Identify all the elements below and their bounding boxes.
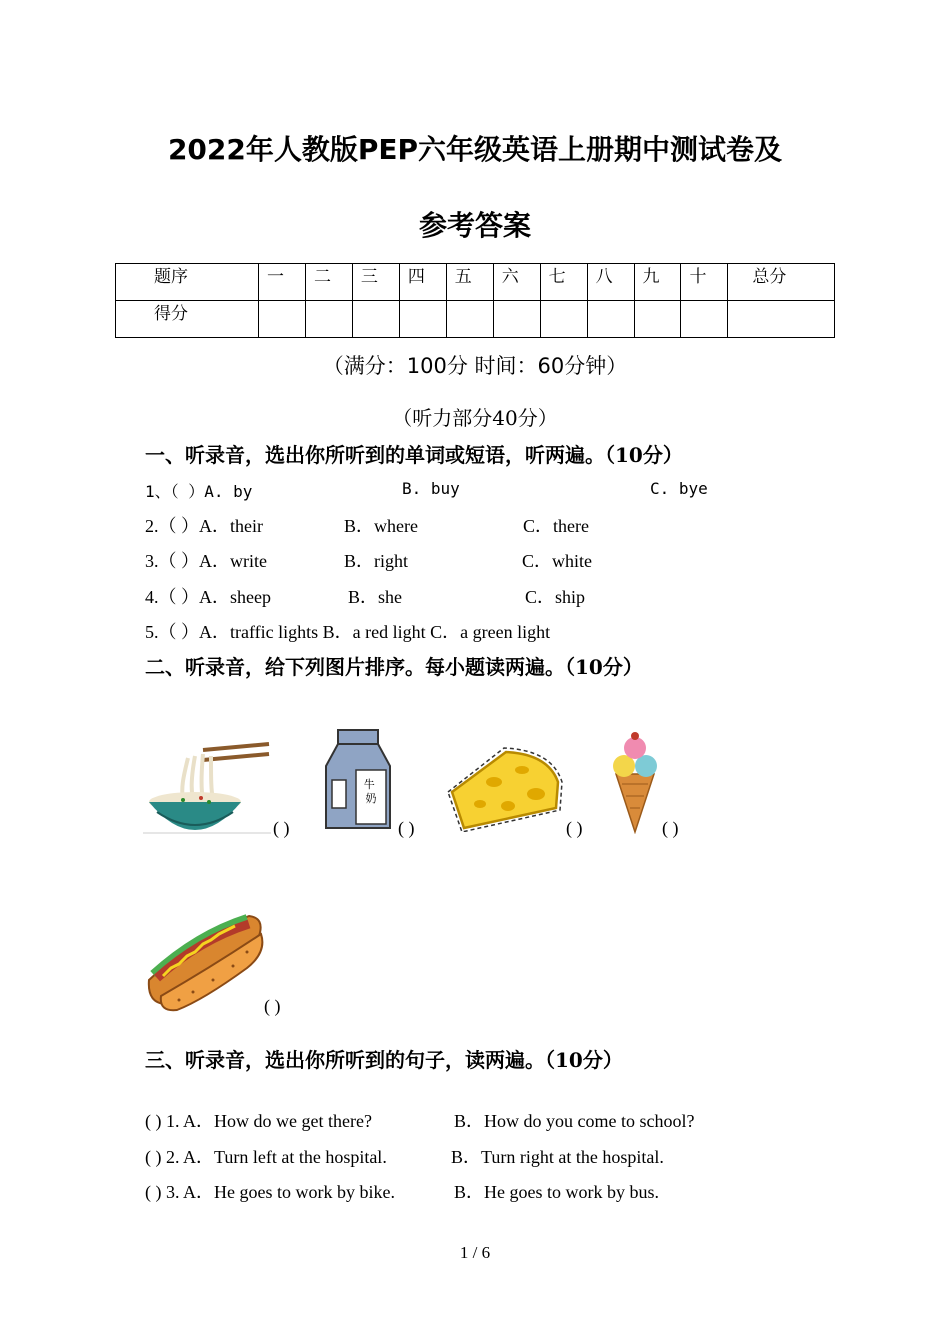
cheese-hole bbox=[474, 800, 486, 808]
table-cell: 一 bbox=[259, 264, 306, 301]
garnish bbox=[199, 796, 203, 800]
answer-bracket-3[interactable]: ( ) bbox=[566, 818, 583, 838]
score-input-cell[interactable] bbox=[399, 301, 446, 338]
score-input-cell[interactable] bbox=[634, 301, 681, 338]
table-cell: 七 bbox=[540, 264, 587, 301]
table-cell: 十 bbox=[681, 264, 728, 301]
score-input-cell[interactable] bbox=[446, 301, 493, 338]
table-cell: 四 bbox=[399, 264, 446, 301]
garnish bbox=[207, 800, 211, 804]
hot-dog-icon bbox=[143, 908, 267, 1014]
title-line-2: 参考答案 bbox=[418, 209, 531, 242]
q2-option-a: 2.（ ）A．their bbox=[145, 516, 263, 536]
table-cell: 六 bbox=[493, 264, 540, 301]
score-input-cell[interactable] bbox=[728, 301, 835, 338]
bun-seed bbox=[178, 999, 181, 1002]
s3-q2-option-b: B．Turn right at the hospital. bbox=[451, 1147, 664, 1167]
page-number: 1 / 6 bbox=[459, 1243, 491, 1262]
cherry bbox=[631, 732, 639, 740]
cheese-icon bbox=[444, 746, 564, 832]
table-cell: 二 bbox=[305, 264, 352, 301]
score-input-cell[interactable] bbox=[681, 301, 728, 338]
scoop-pink bbox=[624, 737, 646, 759]
q4-option-b: B．she bbox=[348, 587, 402, 607]
cheese-hole bbox=[486, 777, 502, 787]
q1-option-b: B. buy bbox=[402, 479, 460, 498]
listening-part-label: （听力部分40分） bbox=[392, 406, 558, 430]
s3-q3-option-b: B．He goes to work by bus. bbox=[454, 1182, 659, 1202]
score-input-cell[interactable] bbox=[540, 301, 587, 338]
score-table-score-row bbox=[116, 301, 835, 338]
table-cell: 三 bbox=[352, 264, 399, 301]
title-line-1: 2022年人教版PEP六年级英语上册期中测试卷及 bbox=[167, 133, 783, 166]
answer-bracket-2[interactable]: ( ) bbox=[398, 818, 415, 838]
noodles-icon bbox=[143, 738, 273, 836]
table-cell: 题序 bbox=[116, 264, 259, 301]
bun-seed bbox=[192, 991, 195, 994]
q1-option-c: C. bye bbox=[650, 479, 708, 498]
q5-options: 5.（ ）A．traffic lights B．a red light C．a green light bbox=[145, 622, 551, 642]
q2-option-b: B．where bbox=[344, 516, 418, 536]
score-table bbox=[115, 263, 835, 338]
section-3-heading: 三、听录音，选出你所听到的句子，读两遍。（10分） bbox=[145, 1048, 623, 1072]
score-input-cell[interactable] bbox=[305, 301, 352, 338]
garnish bbox=[181, 798, 185, 802]
cone bbox=[616, 774, 654, 832]
section-1-heading: 一、听录音，选出你所听到的单词或短语，听两遍。（10分） bbox=[145, 443, 683, 467]
table-cell: 八 bbox=[587, 264, 634, 301]
answer-bracket-4[interactable]: ( ) bbox=[662, 818, 679, 838]
s3-q2-option-a: ( ) 2. A．Turn left at the hospital. bbox=[145, 1147, 387, 1167]
table-cell: 九 bbox=[634, 264, 681, 301]
table-cell: 五 bbox=[446, 264, 493, 301]
q3-option-c: C．white bbox=[522, 551, 592, 571]
s3-q1-option-a: ( ) 1. A．How do we get there? bbox=[145, 1111, 372, 1131]
bun-seed bbox=[232, 965, 235, 968]
s3-q1-option-b: B．How do you come to school? bbox=[454, 1111, 695, 1131]
answer-bracket-5[interactable]: ( ) bbox=[264, 996, 281, 1016]
s3-q3-option-a: ( ) 3. A．He goes to work by bike. bbox=[145, 1182, 395, 1202]
carton-top bbox=[338, 730, 378, 744]
score-input-cell[interactable] bbox=[587, 301, 634, 338]
carton-window bbox=[332, 780, 346, 808]
q3-option-b: B．right bbox=[344, 551, 409, 571]
score-table-header-row bbox=[116, 264, 835, 301]
answer-bracket-1[interactable]: ( ) bbox=[273, 818, 290, 838]
exam-meta: （满分：100分 时间：60分钟） bbox=[322, 354, 628, 378]
score-input-cell[interactable] bbox=[493, 301, 540, 338]
q2-option-c: C．there bbox=[523, 516, 589, 536]
section-2-heading: 二、听录音，给下列图片排序。每小题读两遍。（10分） bbox=[145, 655, 643, 679]
table-cell: 得分 bbox=[116, 301, 259, 338]
q3-option-a: 3.（ ）A．write bbox=[145, 551, 267, 571]
q1-option-a: 1、（ ）A. by bbox=[145, 482, 253, 501]
q4-option-a: 4.（ ）A．sheep bbox=[145, 587, 271, 607]
table-cell: 总分 bbox=[728, 264, 835, 301]
score-input-cell[interactable] bbox=[352, 301, 399, 338]
ice-cream-icon bbox=[608, 730, 662, 834]
cheese-hole bbox=[515, 766, 529, 774]
cheese-hole bbox=[527, 788, 545, 800]
milk-carton-icon bbox=[322, 726, 394, 834]
milk-label-text-line: 奶 bbox=[365, 792, 377, 805]
milk-label-text-line: 牛 bbox=[363, 778, 375, 791]
bun-seed bbox=[212, 979, 215, 982]
score-input-cell[interactable] bbox=[259, 301, 306, 338]
q4-option-c: C．ship bbox=[525, 587, 586, 607]
cheese-hole bbox=[501, 801, 515, 811]
chopstick-1 bbox=[203, 744, 269, 750]
bun-seed bbox=[246, 951, 249, 954]
